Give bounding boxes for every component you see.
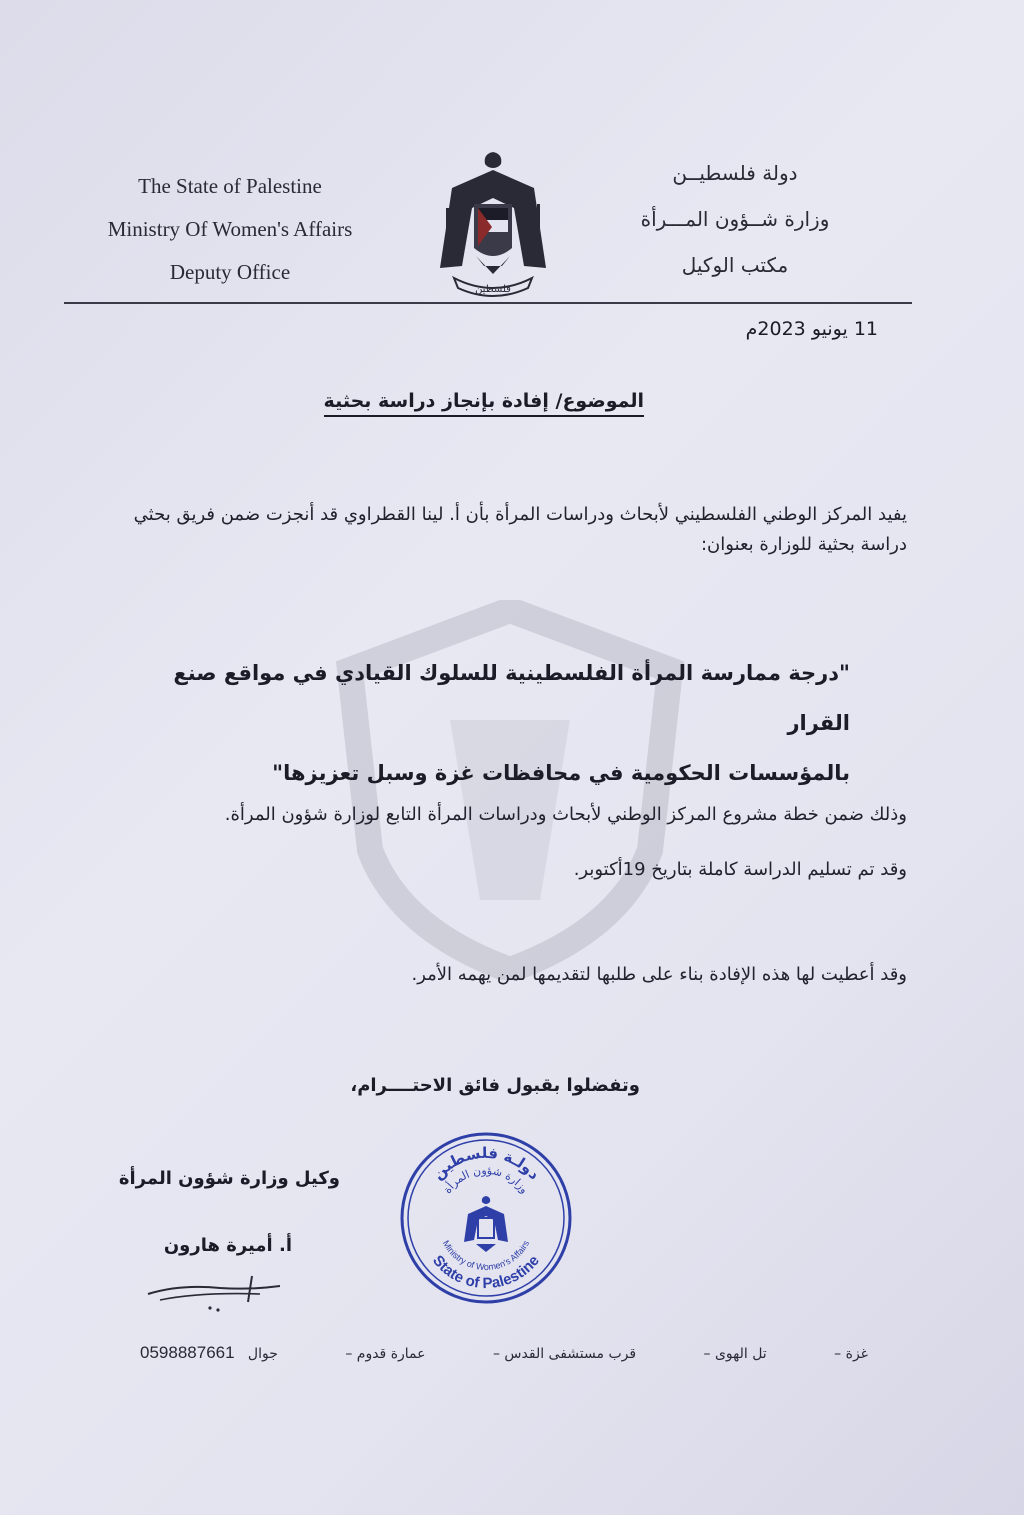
letter-subject [120, 390, 644, 412]
header-ministry-ar: وزارة شــؤون المـــرأة [640, 207, 830, 231]
closing-salutation: وتفضلوا بقبول فائق الاحتــــرام، [350, 1075, 640, 1096]
study-title-line2: بالمؤسسات الحكومية في محافظات غزة وسبل تعزيزها" [272, 761, 850, 785]
footer-address [140, 1343, 868, 1363]
header-state-en: The State of Palestine [138, 174, 322, 198]
stamp-eagle-icon [464, 1196, 508, 1252]
signer-name: أ. أميرة هارون [163, 1235, 292, 1256]
footer-mobile [140, 1343, 278, 1363]
delivery-paragraph: وقد تم تسليم الدراسة كاملة بتاريخ 19أكتوبر. [573, 859, 907, 880]
header-office-en: Deputy Office [169, 260, 291, 284]
footer-city: غزة – [834, 1346, 868, 1362]
purpose-paragraph: وقد أعطيت لها هذه الإفادة بناء على طلبها لتقديمها لمن يهمه الأمر. [411, 964, 907, 985]
ministry-stamp [398, 1130, 574, 1306]
footer-building: عمارة قدوم – [345, 1346, 426, 1362]
stamp-ar-line2: وزارة شؤون المرأة [440, 1163, 532, 1196]
study-title-line1: "درجة ممارسة المرأة الفلسطينية للسلوك القيادي في مواقع صنع القرار [173, 661, 850, 735]
signer-title: وكيل وزارة شؤون المرأة [118, 1168, 340, 1189]
footer-mobile-number: 0598887661 [140, 1343, 235, 1362]
stamp-ar-line1: دولـة فلسطين [428, 1143, 544, 1184]
footer-near: قرب مستشفى القدس – [492, 1346, 637, 1362]
header-divider [64, 302, 912, 304]
footer-mobile-label: جوال [247, 1346, 278, 1362]
header-state-ar: دولة فلسطيــن [672, 161, 798, 185]
footer-area: تل الهوى – [703, 1346, 767, 1362]
handwritten-signature [140, 1270, 290, 1315]
header-english [60, 165, 400, 294]
project-paragraph: وذلك ضمن خطة مشروع المركز الوطني لأبحاث ودراسات المرأة التابع لوزارة شؤون المرأة. [224, 804, 907, 825]
intro-paragraph: يفيد المركز الوطني الفلسطيني لأبحاث ودراسات المرأة بأن أ. لينا القطراوي قد أنجزت ضمن فريق بحثي دراسة بحثية للوزارة بعنوان: [133, 504, 907, 555]
eagle-emblem-icon [432, 148, 554, 300]
header-office-ar: مكتب الوكيل [681, 253, 789, 277]
header-ministry-en: Ministry Of Women's Affairs [107, 217, 353, 241]
stamp-en-line2: State of Palestine [429, 1252, 543, 1293]
header-arabic [620, 150, 850, 288]
study-title [120, 648, 850, 798]
letter-date: 11 يونيو 2023م [745, 318, 878, 340]
stamp-en-line1: Ministry of Women's Affairs [440, 1238, 532, 1273]
subject-text: الموضوع/ إفادة بإنجاز دراسة بحثية [324, 390, 644, 417]
emblem-label: فلسطين [475, 284, 511, 295]
